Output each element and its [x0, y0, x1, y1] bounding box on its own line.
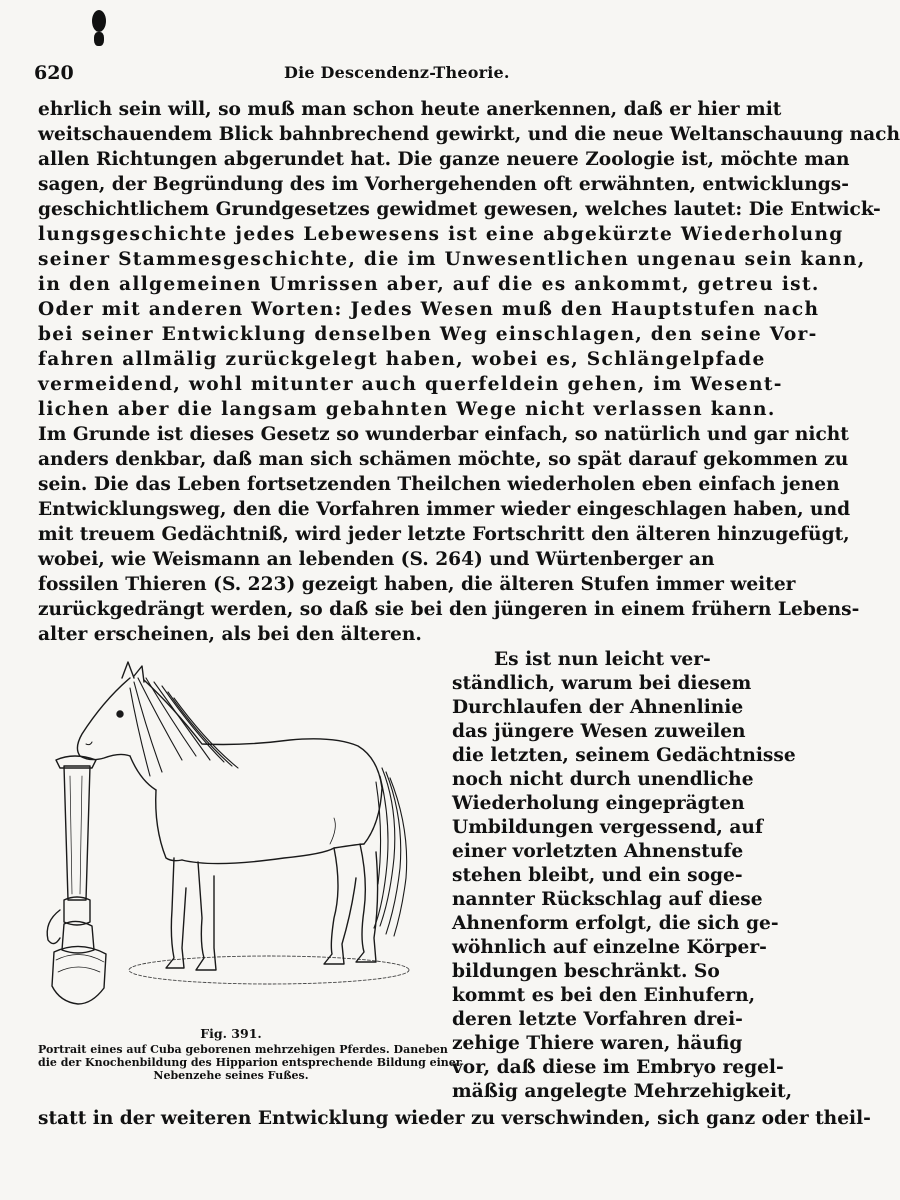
horse-mane	[130, 678, 238, 776]
text-line: geschichtlichem Grundgesetzes gewidmet gewesen, welches lautet: Die Entwick-	[38, 199, 881, 220]
text-line: Im Grunde ist dieses Gesetz so wunderbar einfach, so natürlich und gar nicht	[38, 424, 849, 445]
text-line: das jüngere Wesen zuweilen	[452, 721, 746, 742]
text-line: sein. Die das Leben fortsetzenden Theilchen wiederholen eben einfach jenen	[38, 474, 840, 495]
text-line: stehen bleibt, und ein soge-	[452, 865, 743, 886]
ground-shadow	[129, 956, 409, 984]
text-line: einer vorletzten Ahnenstufe	[452, 841, 744, 862]
text-line: Wiederholung eingeprägten	[452, 793, 745, 814]
text-line: Durchlaufen der Ahnenlinie	[452, 697, 744, 718]
text-line: fossilen Thieren (S. 223) gezeigt haben, die älteren Stufen immer weiter	[38, 574, 796, 595]
hoof-bone-diagram	[47, 756, 106, 1004]
text-line: die letzten, seinem Gedächtnisse	[452, 745, 796, 766]
text-line: Umbildungen vergessend, auf	[452, 817, 763, 838]
text-line: noch nicht durch unendliche	[452, 769, 754, 790]
text-line: deren letzte Vorfahren drei-	[452, 1009, 743, 1030]
text-line: allen Richtungen abgerundet hat. Die ganze neuere Zoologie ist, möchte man	[38, 149, 850, 170]
text-line: anders denkbar, daß man sich schämen möchte, so spät darauf gekommen zu	[38, 449, 849, 470]
text-line: Es ist nun leicht ver-	[494, 649, 711, 670]
text-line: mit treuem Gedächtniß, wird jeder letzte Fortschritt den älteren hinzugefügt,	[38, 524, 850, 545]
text-line: fahren allmälig zurückgelegt haben, wobei es, Schlängelpfade	[38, 349, 766, 370]
text-line: in den allgemeinen Umrissen aber, auf die es ankommt, getreu ist.	[38, 274, 820, 295]
text-line: wöhnlich auf einzelne Körper-	[452, 937, 767, 958]
text-line: lichen aber die langsam gebahnten Wege nicht verlassen kann.	[38, 399, 776, 420]
page-number: 620	[34, 62, 74, 84]
figure-caption-line: Portrait eines auf Cuba geborenen mehrzehigen Pferdes. Daneben	[38, 1043, 448, 1056]
text-line: weitschauendem Blick bahnbrechend gewirkt, und die neue Weltanschauung nach	[38, 124, 900, 145]
text-line: Ahnenform erfolgt, die sich ge-	[452, 913, 779, 934]
running-title: Die Descendenz-Theorie.	[284, 63, 510, 82]
figure-caption-line: die der Knochenbildung des Hipparion entsprechende Bildung einer	[38, 1056, 462, 1069]
text-line: sagen, der Begründung des im Vorhergehenden oft erwähnten, entwicklungs-	[38, 174, 849, 195]
horse-tail	[374, 768, 407, 936]
text-line: kommt es bei den Einhufern,	[452, 985, 756, 1006]
text-line: lungsgeschichte jedes Lebewesens ist eine abgekürzte Wiederholung	[38, 224, 844, 245]
text-line: zehige Thiere waren, häufig	[452, 1033, 743, 1054]
text-line: Entwicklungsweg, den die Vorfahren immer wieder eingeschlagen haben, und	[38, 499, 851, 520]
text-line: ehrlich sein will, so muß man schon heute anerkennen, daß er hier mit	[38, 99, 782, 120]
ink-blot	[92, 10, 106, 32]
text-line: vor, daß diese im Embryo regel-	[452, 1057, 784, 1078]
text-line: seiner Stammesgeschichte, die im Unwesentlichen ungenau sein kann,	[38, 249, 866, 270]
figure-label: Fig. 391.	[200, 1026, 262, 1041]
text-line: nannter Rückschlag auf diese	[452, 889, 763, 910]
text-line: wobei, wie Weismann an lebenden (S. 264) und Würtenberger an	[38, 549, 715, 570]
text-line-final: statt in der weiteren Entwicklung wieder zu verschwinden, sich ganz oder theil-	[38, 1108, 871, 1129]
figure-caption-line: Nebenzehe seines Fußes.	[153, 1069, 309, 1082]
horse-drawing	[77, 662, 382, 970]
text-line: Oder mit anderen Worten: Jedes Wesen muß den Hauptstufen nach	[38, 299, 820, 320]
horse-illustration	[34, 648, 424, 1026]
text-line: bei seiner Entwicklung denselben Weg einschlagen, den seine Vor-	[38, 324, 818, 345]
page-header	[34, 62, 707, 90]
text-line: vermeidend, wohl mitunter auch querfeldein gehen, im Wesent-	[38, 374, 783, 395]
text-line: alter erscheinen, als bei den älteren.	[38, 624, 422, 645]
text-line: zurückgedrängt werden, so daß sie bei den jüngeren in einem frühern Lebens-	[38, 599, 860, 620]
text-line: mäßig angelegte Mehrzehigkeit,	[452, 1081, 793, 1102]
text-line: ständlich, warum bei diesem	[452, 673, 752, 694]
ink-blot	[94, 32, 104, 46]
text-line: bildungen beschränkt. So	[452, 961, 720, 982]
